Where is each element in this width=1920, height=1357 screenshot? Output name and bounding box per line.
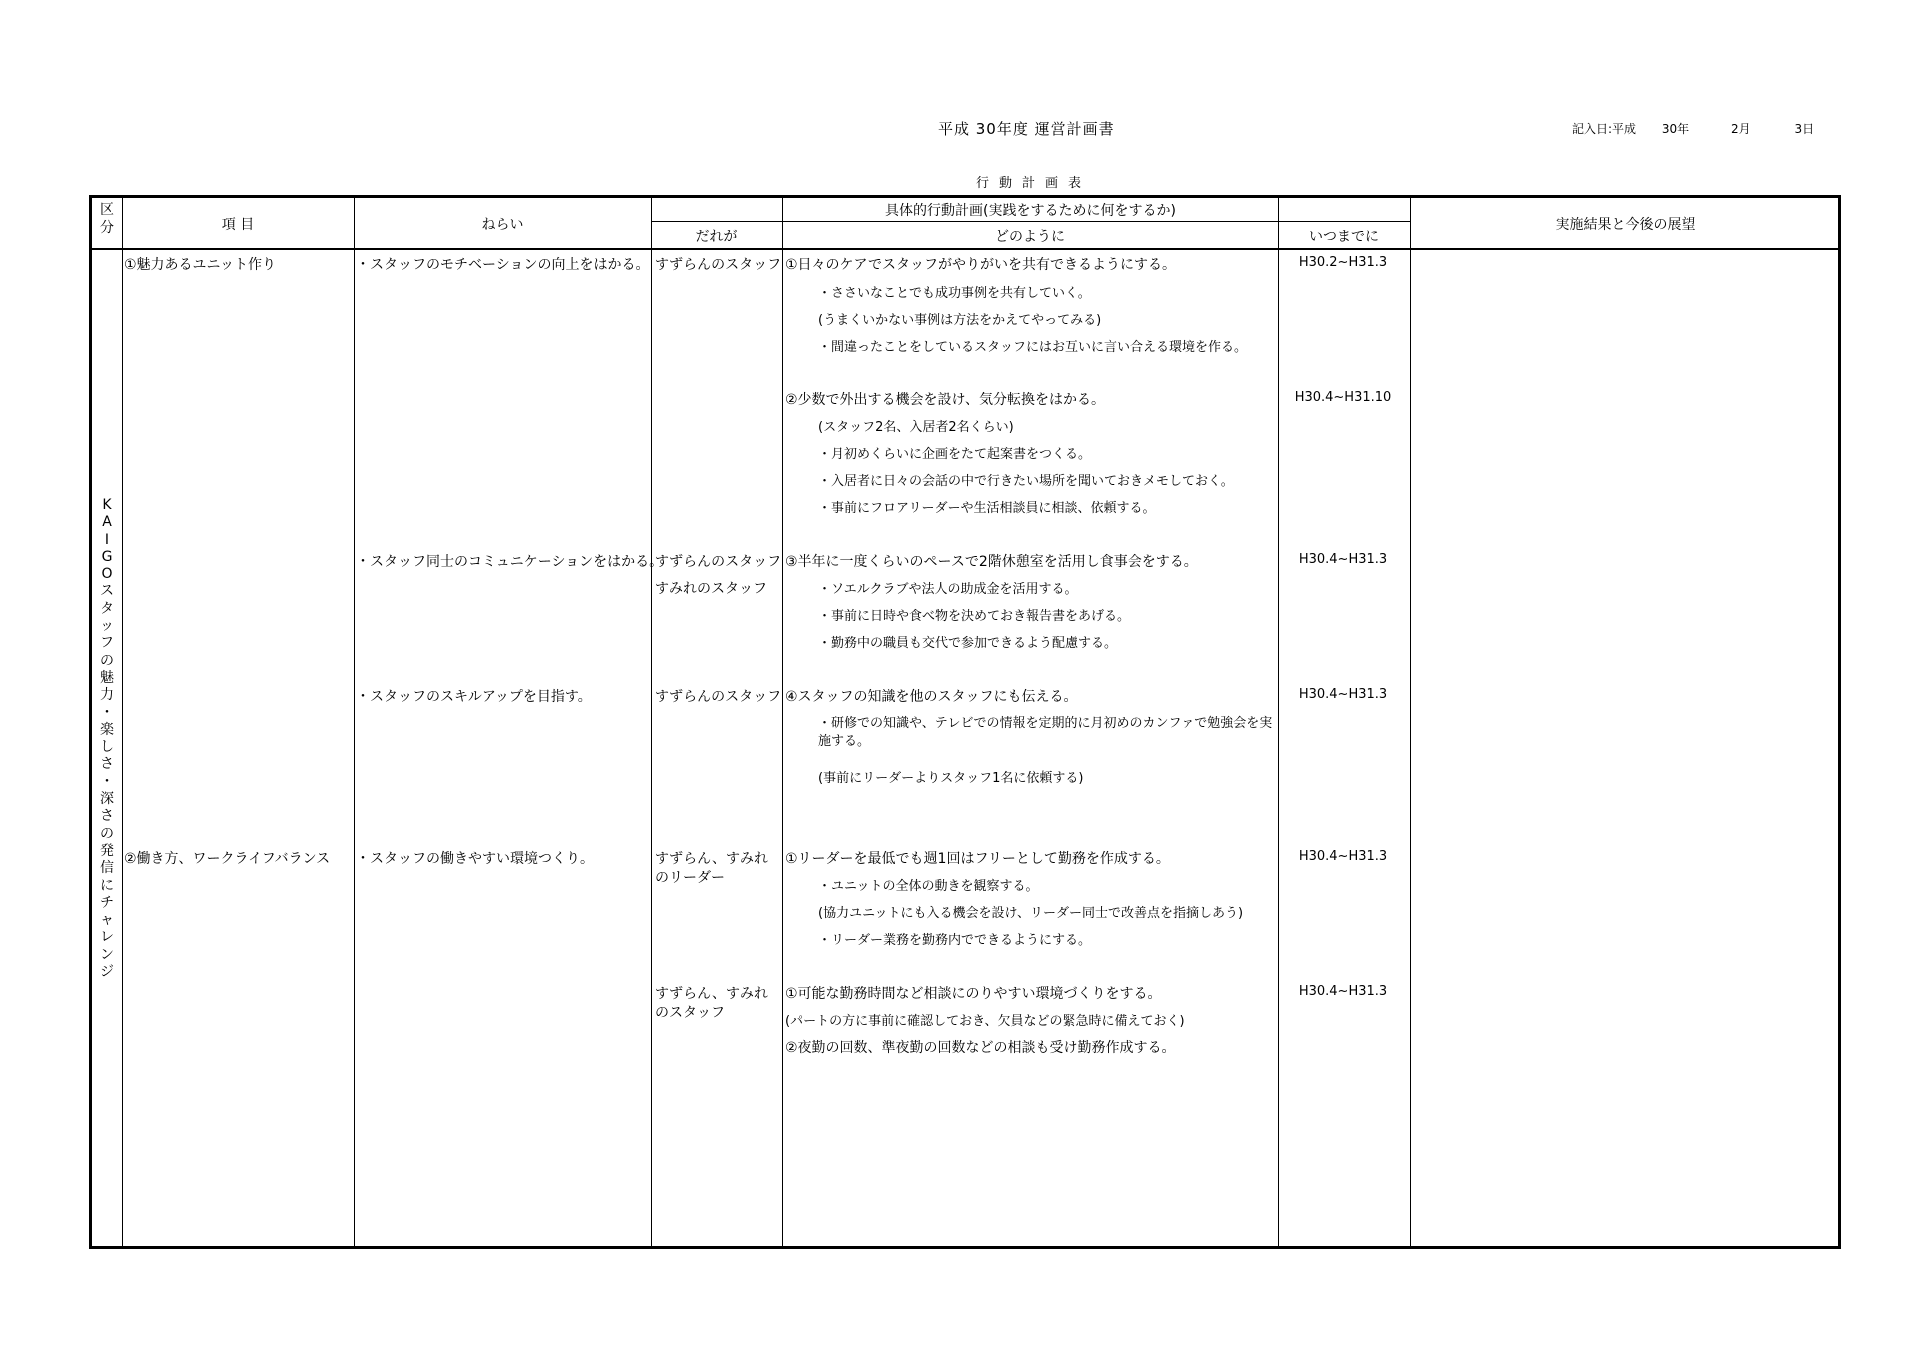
how-6a: (パートの方に事前に確認しておき、欠員などの緊急時に備えておく) xyxy=(785,1014,1185,1029)
aim-3: ・スタッフのスキルアップを目指す。 xyxy=(356,689,592,705)
category-char: の xyxy=(100,825,114,842)
when-3: H30.4~H31.3 xyxy=(1298,552,1388,567)
category-vertical-text xyxy=(93,497,121,981)
page-title: 平成 30年度 運営計画書 xyxy=(938,120,1115,138)
who-3: すずらんのスタッフ xyxy=(655,689,782,705)
who-2b: すみれのスタッフ xyxy=(655,581,767,597)
category-char: ン xyxy=(100,946,114,963)
category-char: G xyxy=(101,548,113,565)
category-char: A xyxy=(102,514,112,531)
category-char: 発 xyxy=(100,842,114,859)
how-5c: ・リーダー業務を勤務内でできるようにする。 xyxy=(818,933,1092,948)
category-char: ジ xyxy=(100,964,114,981)
header-item: 項 目 xyxy=(221,217,255,233)
who-4: すずらん、すみれのリーダー xyxy=(655,851,768,886)
how-3b: ・事前に日時や食べ物を決めておき報告書をあげる。 xyxy=(818,609,1131,624)
how-6: ①可能な勤務時間など相談にのりやすい環境づくりをする。 xyxy=(785,986,1162,1002)
entry-date-label: 記入日:平成 xyxy=(1572,122,1637,136)
when-6: H30.4~H31.3 xyxy=(1298,984,1388,999)
how-2: ②少数で外出する機会を設け、気分転換をはかる。 xyxy=(785,392,1105,408)
entry-date-month: 2月 xyxy=(1730,122,1751,136)
col-divider xyxy=(1410,195,1411,1249)
header-bottom-border xyxy=(89,248,1841,250)
col-divider xyxy=(122,195,123,1249)
how-5a: ・ユニットの全体の動きを観察する。 xyxy=(818,879,1039,894)
who-1: すずらんのスタッフ xyxy=(655,257,782,273)
col-divider xyxy=(782,195,783,1249)
category-char: O xyxy=(101,566,113,583)
how-2d: ・事前にフロアリーダーや生活相談員に相談、依頼する。 xyxy=(818,501,1156,516)
item-1: ①魅力あるユニット作り xyxy=(124,257,276,273)
aim-1: ・スタッフのモチベーションの向上をはかる。 xyxy=(356,257,650,273)
category-char: ス xyxy=(100,583,114,600)
how-3a: ・ソエルクラブや法人の助成金を活用する。 xyxy=(818,582,1078,597)
how-4b: (事前にリーダーよりスタッフ1名に依頼する) xyxy=(818,771,1084,786)
category-char: ッ xyxy=(100,618,114,635)
category-char: に xyxy=(100,877,114,894)
category-char: チ xyxy=(100,894,114,911)
entry-date-year: 30年 xyxy=(1661,122,1690,136)
when-1: H30.2~H31.3 xyxy=(1298,255,1388,270)
how-3: ③半年に一度くらいのペースで2階休憩室を活用し食事会をする。 xyxy=(785,554,1198,570)
header-who: だれが xyxy=(695,229,738,245)
col-divider xyxy=(354,195,355,1249)
category-char: さ xyxy=(100,756,114,773)
aim-2: ・スタッフ同士のコミュニケーションをはかる。 xyxy=(356,554,664,570)
category-char: 魅 xyxy=(100,669,114,686)
header-aim: ねらい xyxy=(481,217,524,233)
header-kubun: 区 分 xyxy=(100,202,114,236)
col-divider xyxy=(1278,195,1279,1249)
item-2: ②働き方、ワークライフバランス xyxy=(124,851,331,867)
how-3c: ・勤務中の職員も交代で参加できるよう配慮する。 xyxy=(818,636,1118,651)
how-1b: (うまくいかない事例は方法をかえてやってみる) xyxy=(818,313,1102,328)
how-5b: (協力ユニットにも入る機会を設け、リーダー同士で改善点を指摘しあう) xyxy=(818,906,1244,921)
how-4a: ・研修での知識や、テレビでの情報を定期的に月初めのカンファで勉強会を実施する。 xyxy=(818,716,1273,749)
how-1: ①日々のケアでスタッフがやりがいを共有できるようにする。 xyxy=(785,257,1176,273)
category-char: K xyxy=(102,497,112,513)
how-2a: (スタッフ2名、入居者2名くらい) xyxy=(818,420,1014,435)
category-char: ・ xyxy=(100,704,114,721)
header-how: どのように xyxy=(995,229,1065,245)
who-2a: すずらんのスタッフ xyxy=(655,554,782,570)
category-char: さ xyxy=(100,808,114,825)
entry-date xyxy=(1572,120,1814,137)
aim-4: ・スタッフの働きやすい環境つくり。 xyxy=(356,851,594,867)
how-4: ④スタッフの知識を他のスタッフにも伝える。 xyxy=(785,689,1078,705)
category-char: し xyxy=(100,739,114,756)
header-subrow-divider xyxy=(651,221,1410,222)
when-4: H30.4~H31.3 xyxy=(1298,687,1388,702)
col-divider xyxy=(651,195,652,1249)
header-plan: 具体的行動計画(実践をするために何をするか) xyxy=(885,203,1176,219)
how-6b: ②夜勤の回数、準夜勤の回数などの相談も受け勤務作成する。 xyxy=(785,1040,1176,1056)
category-char: 信 xyxy=(100,860,114,877)
how-1c: ・間違ったことをしているスタッフにはお互いに言い合える環境を作る。 xyxy=(818,340,1248,355)
how-2c: ・入居者に日々の会話の中で行きたい場所を聞いておきメモしておく。 xyxy=(818,474,1234,489)
category-char: レ xyxy=(100,929,114,946)
category-char: の xyxy=(100,652,114,669)
header-when: いつまでに xyxy=(1309,229,1379,245)
how-1a: ・ささいなことでも成功事例を共有していく。 xyxy=(818,286,1091,301)
when-2: H30.4~H31.10 xyxy=(1294,390,1392,405)
how-5: ①リーダーを最低でも週1回はフリーとして勤務を作成する。 xyxy=(785,851,1170,867)
category-char: ャ xyxy=(100,912,114,929)
entry-date-day: 3日 xyxy=(1794,122,1815,136)
category-char: 深 xyxy=(100,791,114,808)
category-char: 力 xyxy=(100,687,114,704)
how-2b: ・月初めくらいに企画をたて起案書をつくる。 xyxy=(818,447,1092,462)
who-5: すずらん、すみれのスタッフ xyxy=(655,986,768,1021)
table-subtitle: 行動計画表 xyxy=(976,176,1092,191)
header-result: 実施結果と今後の展望 xyxy=(1555,217,1696,233)
category-char: 楽 xyxy=(100,721,114,738)
category-char: フ xyxy=(100,635,114,652)
category-char: ・ xyxy=(100,773,114,790)
category-char: タ xyxy=(100,600,114,617)
category-char: I xyxy=(104,531,110,548)
when-5: H30.4~H31.3 xyxy=(1298,849,1388,864)
